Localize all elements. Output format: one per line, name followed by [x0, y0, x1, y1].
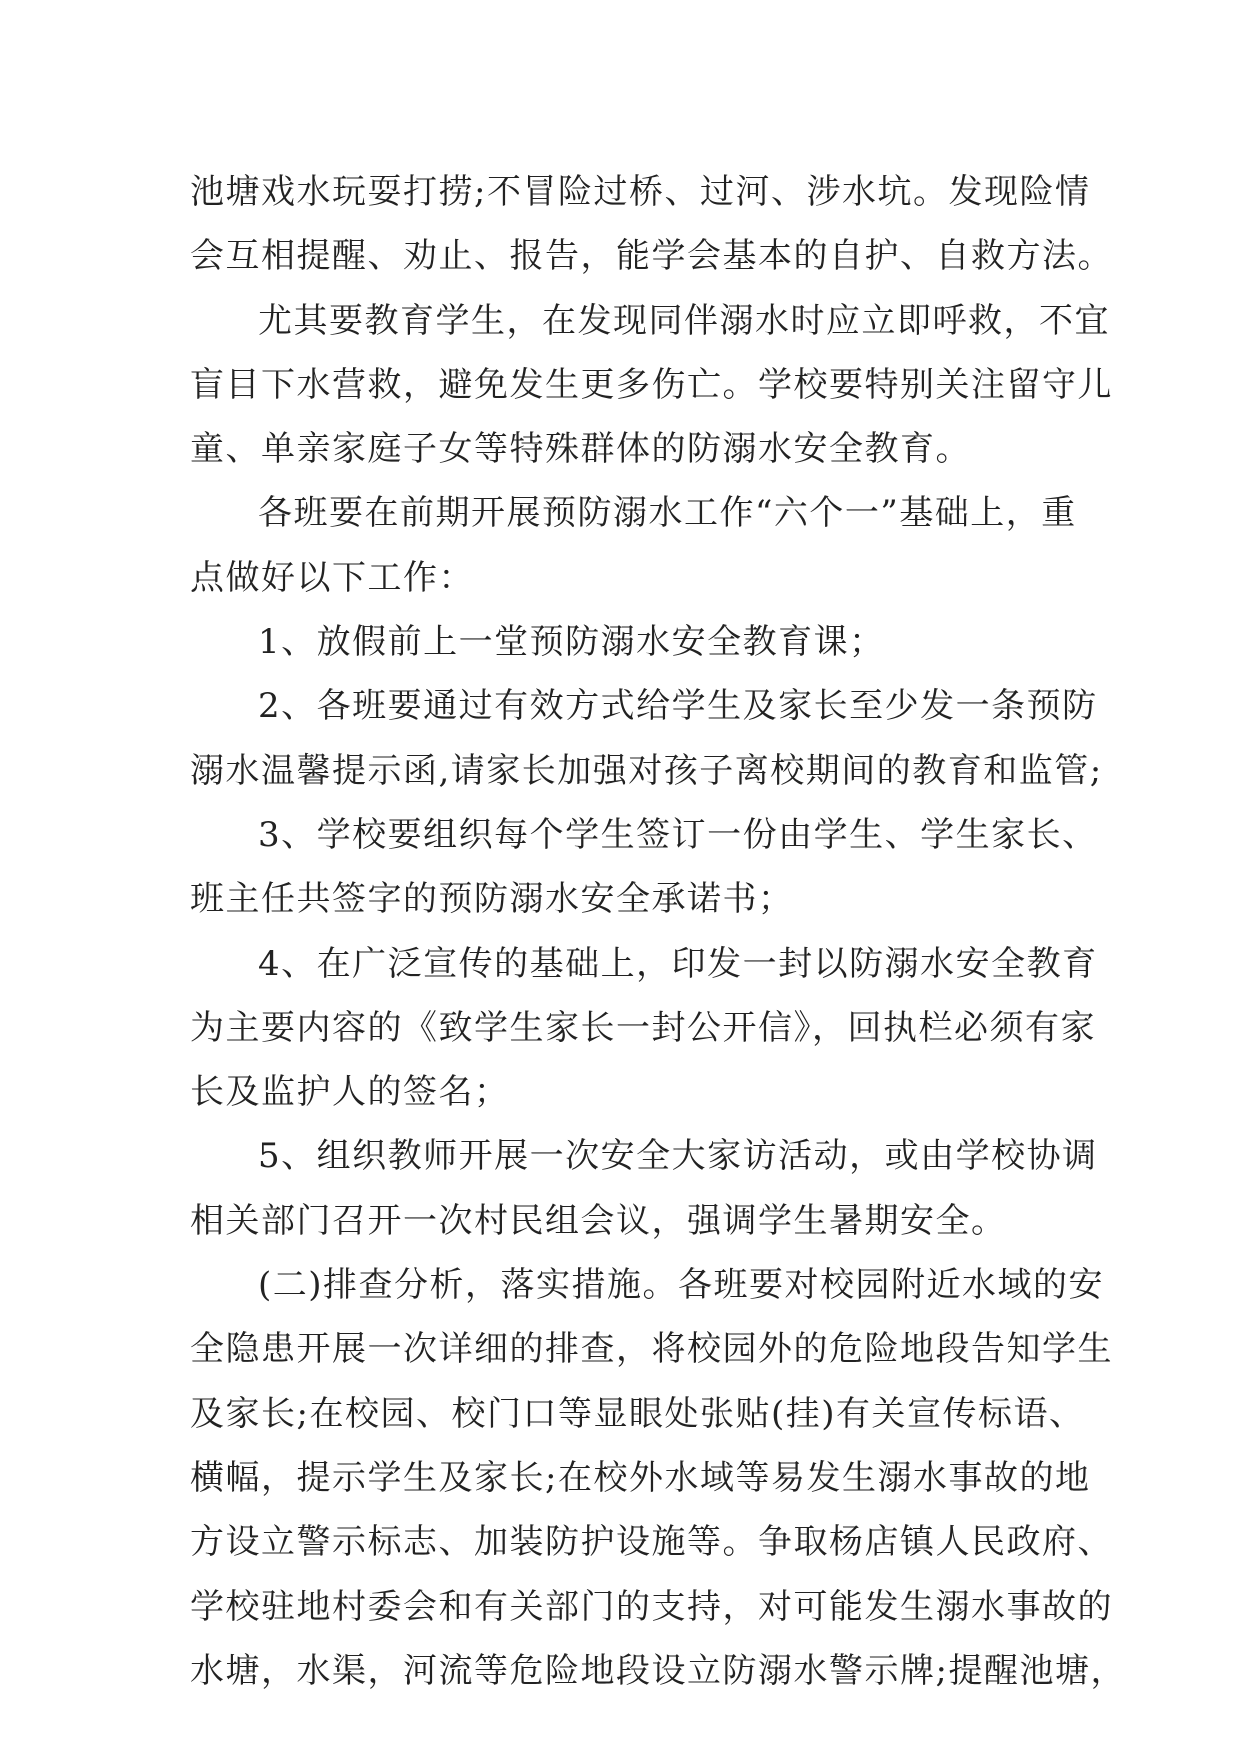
text-line: 童、单亲家庭子女等特殊群体的防溺水安全教育。 — [190, 429, 971, 470]
text-line: 池塘戏水玩耍打捞;不冒险过桥、过河、涉水坑。发现险情 — [190, 172, 1091, 212]
text-line: 4、在广泛宣传的基础上，印发一封以防溺水安全教育 — [258, 943, 1098, 984]
document-body — [190, 160, 1126, 1703]
text-line: 5、组织教师开展一次安全大家访活动，或由学校协调 — [258, 1136, 1098, 1177]
text-line: 1、放假前上一堂预防溺水安全教育课； — [258, 622, 885, 663]
text-line: 水塘，水渠，河流等危险地段设立防溺水警示牌;提醒池塘， — [190, 1650, 1126, 1691]
text-line: (二)排查分析，落实措施。各班要对校园附近水域的安 — [258, 1265, 1105, 1306]
text-line: 盲目下水营救，避免发生更多伤亡。学校要特别关注留守儿 — [190, 364, 1113, 405]
text-line: 全隐患开展一次详细的排查，将校园外的危险地段告知学生 — [190, 1329, 1113, 1370]
text-line: 横幅，提示学生及家长;在校外水域等易发生溺水事故的地 — [190, 1457, 1091, 1498]
text-line: 尤其要教育学生，在发现同伴溺水时应立即呼救，不宜 — [258, 300, 1110, 341]
text-line: 长及监护人的签名； — [190, 1072, 510, 1113]
text-line: 为主要内容的《致学生家长一封公开信》，回执栏必须有家 — [190, 1007, 1096, 1048]
text-line: 2、各班要通过有效方式给学生及家长至少发一条预防 — [258, 686, 1098, 727]
text-line: 会互相提醒、劝止、报告，能学会基本的自护、自救方法。 — [190, 236, 1113, 277]
text-line: 及家长;在校园、校门口等显眼处张贴(挂)有关宣传标语、 — [190, 1393, 1085, 1434]
text-line: 溺水温馨提示函,请家长加强对孩子离校期间的教育和监管; — [190, 750, 1103, 791]
text-line: 班主任共签字的预防溺水安全承诺书； — [190, 879, 794, 920]
text-line: 相关部门召开一次村民组会议，强调学生暑期安全。 — [190, 1200, 1007, 1241]
text-line: 学校驻地村委会和有关部门的支持，对可能发生溺水事故的 — [190, 1586, 1113, 1627]
text-line: 各班要在前期开展预防溺水工作“六个一”基础上，重 — [258, 493, 1077, 534]
text-line: 点做好以下工作： — [190, 557, 474, 598]
text-line: 3、学校要组织每个学生签订一份由学生、学生家长、 — [258, 814, 1098, 855]
text-line: 方设立警示标志、加装防护设施等。争取杨店镇人民政府、 — [190, 1522, 1113, 1563]
